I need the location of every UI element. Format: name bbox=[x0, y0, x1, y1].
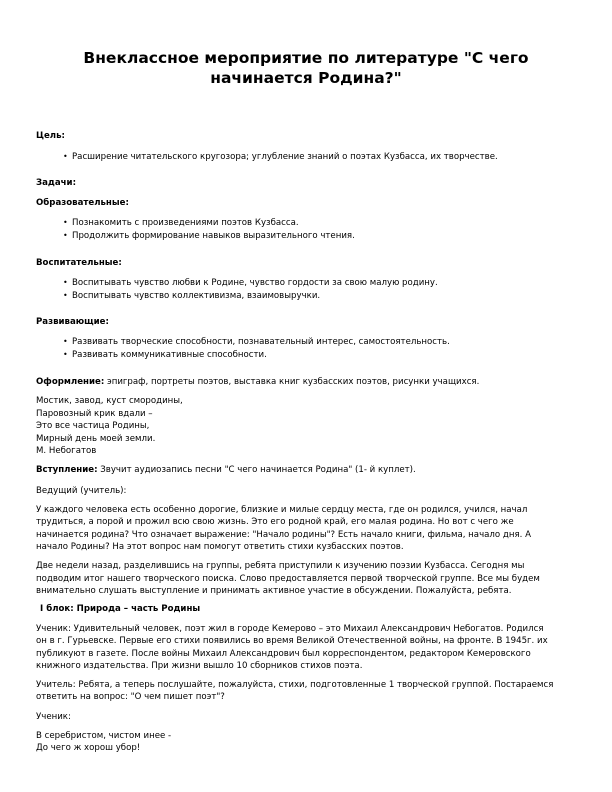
block1-heading: I блок: Природа – часть Родины bbox=[40, 604, 201, 614]
para1-line-4: начало Родины? На этот вопрос нам помогут ответить стихи кузбасских поэтов. bbox=[36, 542, 404, 552]
poem-line-1: В серебристом, чистом инее - bbox=[36, 731, 172, 741]
edu-item-1: Познакомить с произведениями поэтов Кузбасса. bbox=[72, 218, 299, 228]
bullet-icon: • bbox=[63, 291, 68, 300]
epigraph-author: М. Небогатов bbox=[36, 446, 97, 456]
epigraph-line-4: Мирный день моей земли. bbox=[36, 434, 156, 444]
dev-item-1: Развивать творческие способности, познавательный интерес, самостоятельность. bbox=[72, 337, 450, 347]
dev-label: Развивающие: bbox=[36, 317, 109, 327]
para3-line-1: Ученик: Удивительный человек, поэт жил в городе Кемерово – это Михаил Александрович Небогатов. Родился bbox=[36, 624, 544, 634]
design-label: Оформление: bbox=[36, 377, 105, 387]
edu-label: Образовательные: bbox=[36, 198, 129, 208]
para4-line-1: Учитель: Ребята, а теперь послушайте, пожалуйста, стихи, подготовленные 1 творческой группой. Постараемся bbox=[36, 680, 554, 690]
bullet-icon: • bbox=[63, 278, 68, 287]
para3-line-4: книжного издательства. При жизни вышло 10 сборников стихов поэта. bbox=[36, 661, 363, 671]
bullet-icon: • bbox=[63, 231, 68, 240]
bullet-icon: • bbox=[63, 218, 68, 227]
bullet-icon: • bbox=[63, 337, 68, 346]
title-line-1: Внеклассное мероприятие по литературе "С чего bbox=[83, 49, 529, 67]
para3-line-2: он в г. Гурьевске. Первые его стихи появились во время Великой Отечественной войны, на фронте. В 1945г. их bbox=[36, 636, 548, 646]
bullet-icon: • bbox=[63, 152, 68, 161]
upbr-item-2: Воспитывать чувство коллективизма, взаимовыручки. bbox=[72, 291, 321, 301]
upbr-label: Воспитательные: bbox=[36, 258, 122, 268]
goal-label: Цель: bbox=[36, 131, 65, 141]
epigraph-line-1: Мостик, завод, куст смородины, bbox=[36, 396, 183, 406]
upbr-item-1: Воспитывать чувство любви к Родине, чувство гордости за свою малую родину. bbox=[72, 278, 438, 288]
student-label: Ученик: bbox=[36, 712, 71, 722]
intro-label: Вступление: bbox=[36, 465, 98, 475]
tasks-label: Задачи: bbox=[36, 178, 77, 188]
para2-line-1: Две недели назад, разделившись на группы, ребята приступили к изучению поэзии Кузбасса. Сегодня мы bbox=[36, 561, 525, 571]
dev-item-2: Развивать коммуникативные способности. bbox=[72, 350, 267, 360]
design-text: эпиграф, портреты поэтов, выставка книг кузбасских поэтов, рисунки учащихся. bbox=[104, 377, 480, 387]
intro-paragraph bbox=[36, 465, 416, 475]
para1-line-1: У каждого человека есть особенно дорогие, близкие и милые сердцу места, где он родился, учился, начал bbox=[36, 505, 528, 515]
epigraph-line-2: Паровозный крик вдали – bbox=[36, 409, 153, 419]
bullet-icon: • bbox=[63, 350, 68, 359]
host-label: Ведущий (учитель): bbox=[36, 486, 127, 496]
para1-line-3: начинается родина? Что означает выражение: "Начало родины"? Есть начало книги, фильма, начало дня. А bbox=[36, 530, 531, 540]
para3-line-3: публикуют в газете. После войны Михаил Александрович был корреспондентом, редактором Кемеровского bbox=[36, 649, 531, 659]
document-title bbox=[40, 48, 572, 88]
intro-text: Звучит аудиозапись песни "С чего начинается Родина" (1- й куплет). bbox=[97, 465, 416, 475]
para4-line-2: ответить на вопрос: "О чем пишет поэт"? bbox=[36, 692, 225, 702]
edu-item-2: Продолжить формирование навыков выразительного чтения. bbox=[72, 231, 355, 241]
epigraph-line-3: Это все частица Родины, bbox=[36, 421, 150, 431]
para2-line-3: внимательно слушать выступление и принимать активное участие в обсуждении. Пожалуйста, ребята. bbox=[36, 586, 512, 596]
para2-line-2: подводим итог нашего творческого поиска. Слово предоставляется первой творческой группе. Все мы будем bbox=[36, 574, 540, 584]
poem-line-2: До чего ж хорош убор! bbox=[36, 743, 141, 753]
title-line-2: начинается Родина?" bbox=[210, 69, 402, 87]
goal-item-1: Расширение читательского кругозора; углубление знаний о поэтах Кузбасса, их творчестве. bbox=[72, 152, 498, 162]
design-paragraph bbox=[36, 377, 479, 387]
para1-line-2: трудиться, а порой и прожил всю свою жизнь. Это его родной край, его малая родина. Но вот с чего же bbox=[36, 517, 514, 527]
